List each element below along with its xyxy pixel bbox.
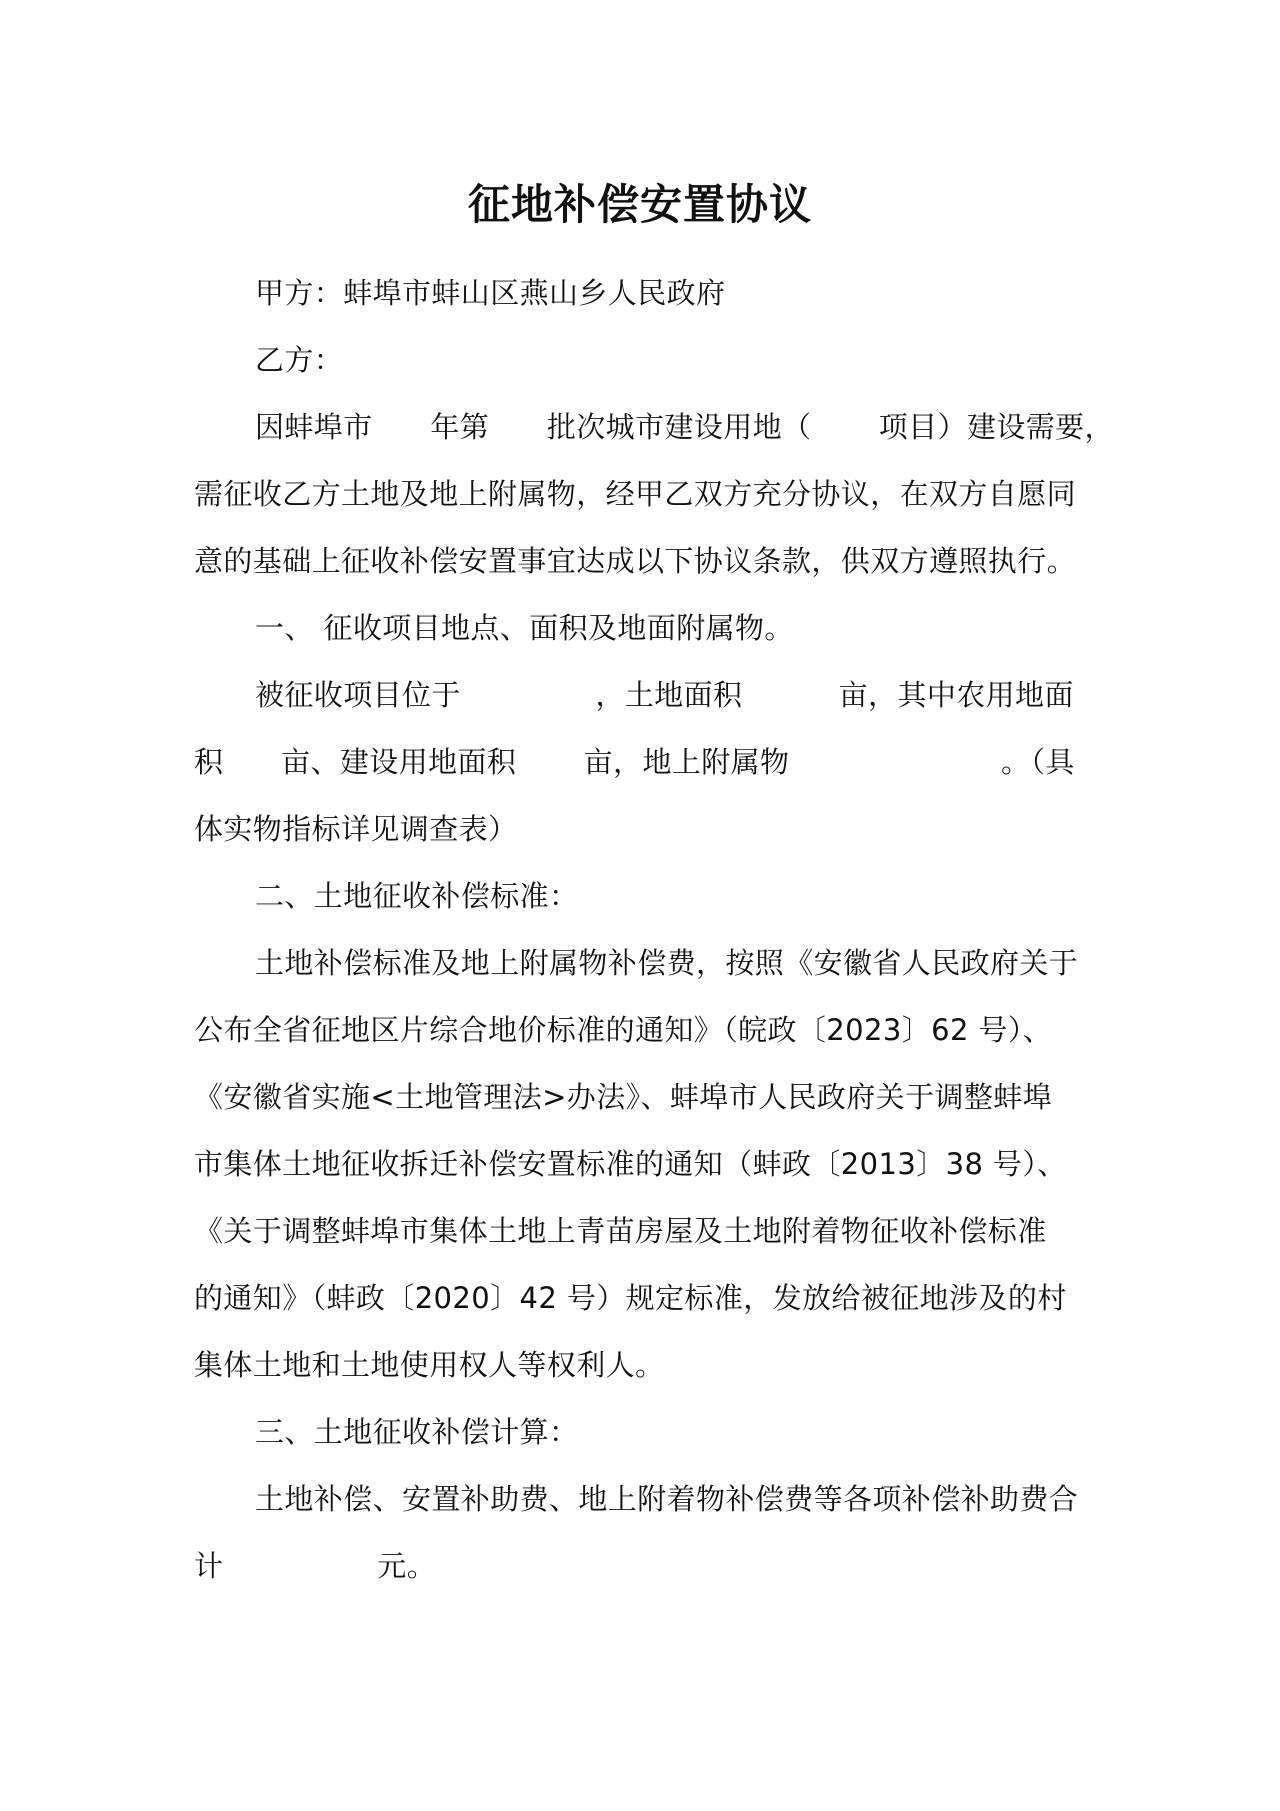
section-heading-1: 一、 征收项目地点、面积及地面附属物。: [255, 611, 794, 645]
paragraph-line: 因蚌埠市 年第 批次城市建设用地（ 项目）建设需要，: [255, 410, 1114, 444]
party-b-line: 乙方：: [255, 343, 344, 377]
paragraph-line: 体实物指标详见调查表）: [194, 812, 518, 846]
paragraph-line: 土地补偿、安置补助费、地上附着物补偿费等各项补偿补助费合: [255, 1482, 1079, 1516]
paragraph-line: 《关于调整蚌埠市集体土地上青苗房屋及土地附着物征收补偿标准: [194, 1214, 1047, 1248]
party-a-line: 甲方：蚌埠市蚌山区燕山乡人民政府: [255, 276, 726, 310]
paragraph-line: 市集体土地征收拆迁补偿安置标准的通知（蚌政〔2013〕38 号）、: [194, 1147, 1067, 1181]
section-heading-2: 二、土地征收补偿标准：: [255, 879, 579, 913]
paragraph-line: 土地补偿标准及地上附属物补偿费，按照《安徽省人民政府关于: [255, 946, 1079, 980]
document-title: 征地补偿安置协议: [467, 180, 812, 229]
paragraph-line: 需征收乙方土地及地上附属物，经甲乙双方充分协议，在双方自愿同: [194, 477, 1077, 511]
paragraph-line: 意的基础上征收补偿安置事宜达成以下协议条款，供双方遵照执行。: [194, 544, 1077, 578]
paragraph-line: 计 元。: [194, 1549, 437, 1583]
paragraph-line: 公布全省征地区片综合地价标准的通知》（皖政〔2023〕62 号）、: [194, 1013, 1053, 1047]
paragraph-line: 的通知》（蚌政〔2020〕42 号）规定标准，发放给被征地涉及的村: [194, 1281, 1067, 1315]
paragraph-line: 被征收项目位于 ，土地面积 亩，其中农用地面: [255, 678, 1074, 712]
paragraph-line: 积 亩、建设用地面积 亩，地上附属物 。（具: [194, 745, 1075, 779]
paragraph-line: 集体土地和土地使用权人等权利人。: [194, 1348, 665, 1382]
paragraph-line: 《安徽省实施<土地管理法>办法》、蚌埠市人民政府关于调整蚌埠: [194, 1080, 1053, 1114]
section-heading-3: 三、土地征收补偿计算：: [255, 1415, 579, 1449]
